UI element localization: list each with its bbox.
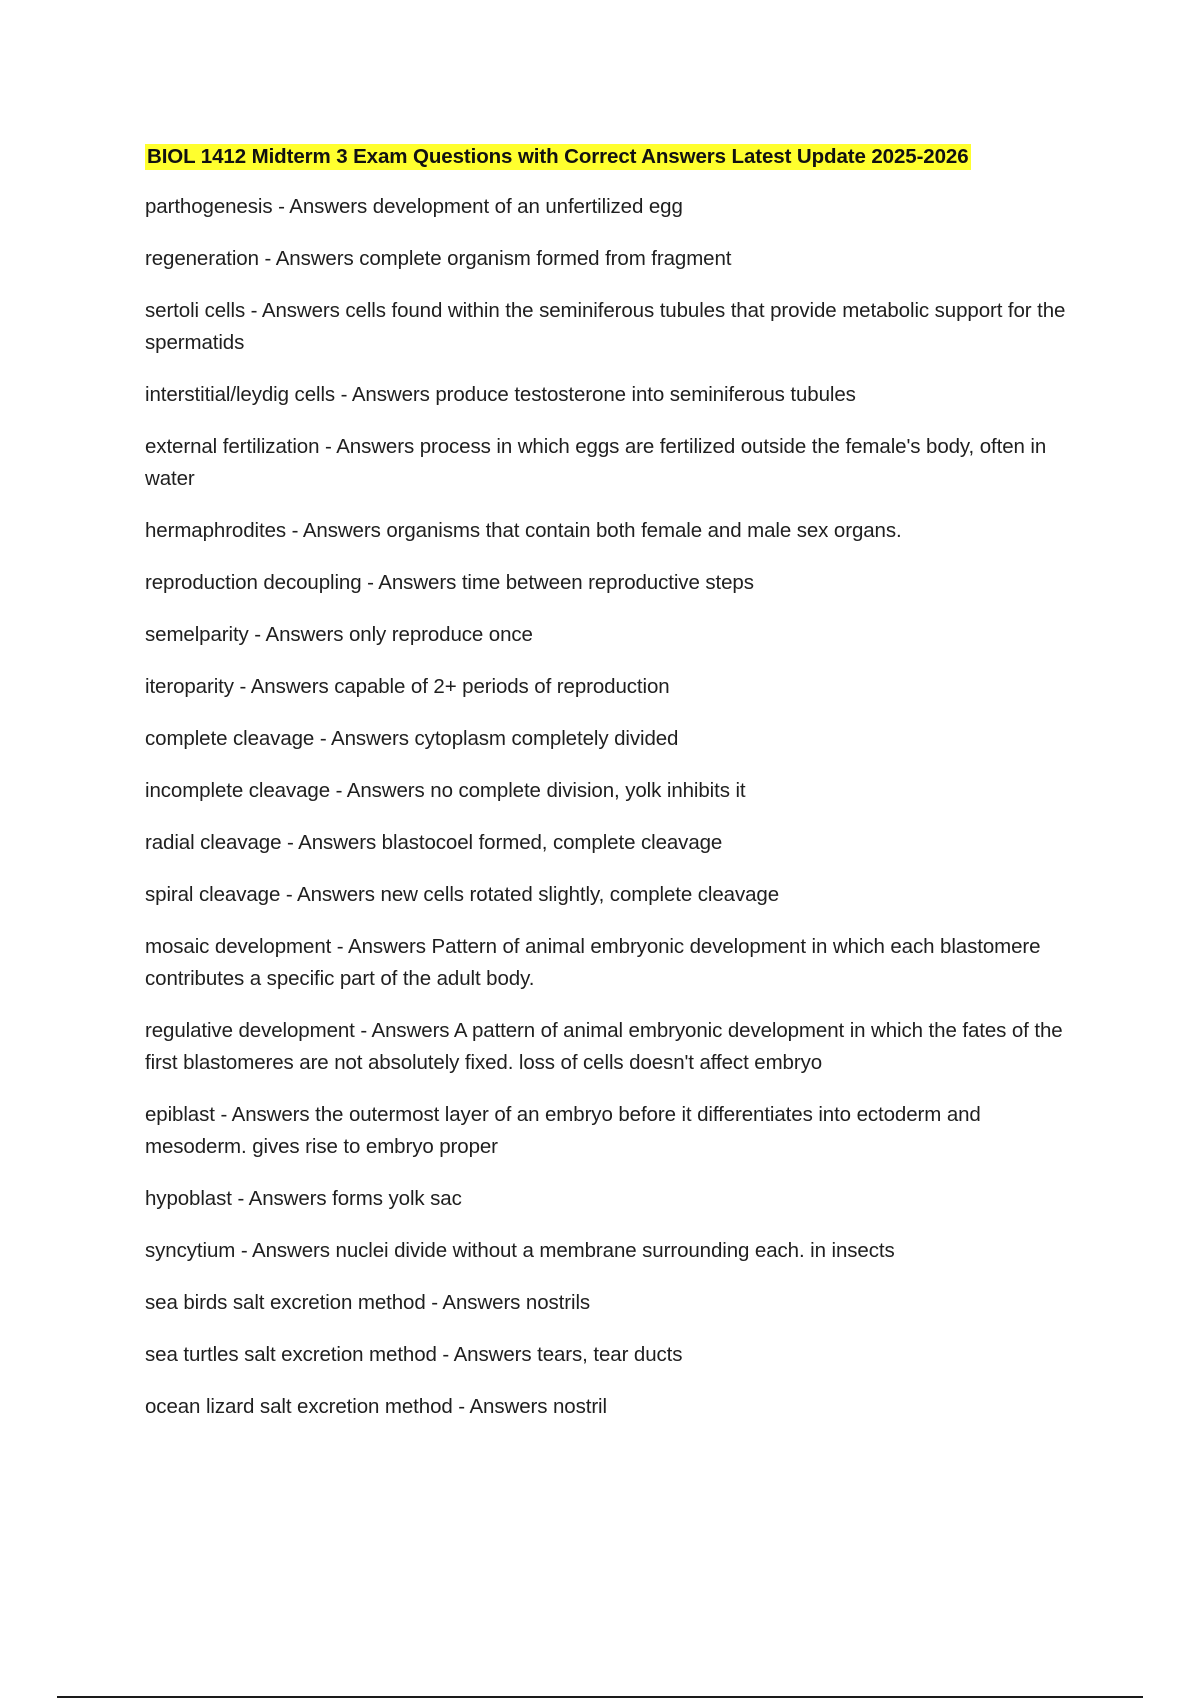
flashcard-entry: epiblast - Answers the outermost layer of an embryo before it differentiates into ectoderm and mesoderm. gives rise to embryo proper <box>145 1103 981 1158</box>
flashcard-entry: ocean lizard salt excretion method - Answers nostril <box>145 1395 607 1418</box>
flashcard-entry: sea turtles salt excretion method - Answers tears, tear ducts <box>145 1343 683 1366</box>
flashcard-entry: sea birds salt excretion method - Answers nostrils <box>145 1291 591 1314</box>
flashcard-entry: reproduction decoupling - Answers time between reproductive steps <box>145 571 754 594</box>
document-title: BIOL 1412 Midterm 3 Exam Questions with Correct Answers Latest Update 2025-2026 <box>147 145 969 168</box>
flashcard-entry: incomplete cleavage - Answers no complete division, yolk inhibits it <box>145 779 746 802</box>
flashcard-entry: parthogenesis - Answers development of an unfertilized egg <box>145 195 683 218</box>
flashcard-entry: radial cleavage - Answers blastocoel formed, complete cleavage <box>145 831 723 854</box>
flashcard-entry: semelparity - Answers only reproduce once <box>145 623 533 646</box>
flashcard-entry: hypoblast - Answers forms yolk sac <box>145 1187 462 1210</box>
flashcard-entry: external fertilization - Answers process in which eggs are fertilized outside the female's body, often in water <box>145 435 1047 490</box>
flashcard-entry: hermaphrodites - Answers organisms that contain both female and male sex organs. <box>145 519 902 542</box>
flashcard-entry: mosaic development - Answers Pattern of animal embryonic development in which each blastomere contributes a specific part of the adult body. <box>145 935 1041 990</box>
flashcard-entry: regulative development - Answers A pattern of animal embryonic development in which the fates of the first blastomeres are not absolutely fixed. loss of cells doesn't affect embryo <box>145 1019 1063 1074</box>
title-block <box>145 143 1085 173</box>
flashcard-entry: regeneration - Answers complete organism formed from fragment <box>145 247 732 270</box>
flashcard-entry: interstitial/leydig cells - Answers produce testosterone into seminiferous tubules <box>145 383 856 406</box>
flashcard-entry: complete cleavage - Answers cytoplasm completely divided <box>145 727 679 750</box>
flashcard-entry: sertoli cells - Answers cells found within the seminiferous tubules that provide metabolic support for the spermatids <box>145 299 1066 354</box>
flashcard-entry: syncytium - Answers nuclei divide without a membrane surrounding each. in insects <box>145 1239 895 1262</box>
flashcard-entry: spiral cleavage - Answers new cells rotated slightly, complete cleavage <box>145 883 780 906</box>
flashcard-entry: iteroparity - Answers capable of 2+ periods of reproduction <box>145 675 670 698</box>
page-bottom-divider <box>57 1696 1143 1698</box>
document-body <box>145 143 1085 1443</box>
